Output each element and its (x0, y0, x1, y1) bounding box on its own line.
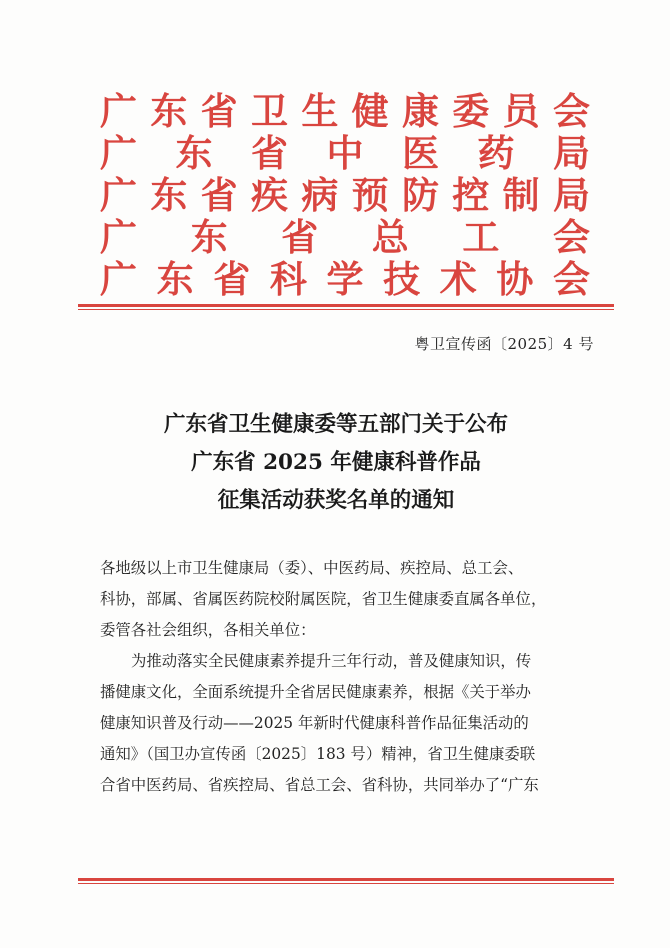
header-divider-thin (78, 309, 614, 310)
org-char: 疾 (250, 173, 288, 217)
org-char: 员 (502, 89, 540, 133)
org-char: 广 (100, 89, 137, 133)
org-line-trade-union (100, 216, 590, 258)
header-divider-thick (78, 304, 614, 307)
document-number: 粤卫宣传函〔2025〕4 号 (414, 335, 594, 353)
footer-divider-thick (78, 878, 614, 881)
org-char: 广 (100, 215, 137, 259)
org-char: 省 (251, 131, 288, 175)
org-char: 技 (383, 257, 421, 301)
org-char: 东 (150, 89, 188, 133)
document-body (100, 553, 600, 801)
title-line-1: 广东省卫生健康委等五部门关于公布 (163, 412, 508, 437)
org-char: 卫 (250, 89, 288, 133)
footer-divider-thin (78, 883, 614, 884)
org-char: 中 (326, 131, 364, 175)
org-char: 预 (351, 173, 389, 217)
title-line-2: 广东省 2025 年健康科普作品 (191, 450, 481, 475)
issuing-organizations (100, 90, 590, 300)
addressee-line: 各地级以上市卫生健康局（委）、中医药局、疾控局、总工会、 (100, 559, 524, 577)
org-char: 委 (452, 89, 490, 133)
org-char: 健 (351, 89, 389, 133)
paragraph-line: 播健康文化，全面系统提升全省居民健康素养，根据《关于举办 (100, 683, 531, 701)
org-char: 省 (200, 173, 238, 217)
document-title (80, 406, 592, 520)
org-char: 广 (100, 257, 137, 301)
org-char: 学 (326, 257, 364, 301)
paragraph-line: 合省中医药局、省疾控局、省总工会、省科协，共同举办了“广东 (100, 776, 539, 794)
org-char: 东 (156, 257, 194, 301)
addressee-line: 委管各社会组织，各相关单位： (100, 621, 316, 639)
paragraph-line: 为推动落实全民健康素养提升三年行动，普及健康知识，传 (131, 652, 532, 670)
org-char: 防 (401, 173, 439, 217)
org-line-science-association (100, 258, 590, 300)
org-char: 东 (150, 173, 188, 217)
paragraph-line: 通知》（国卫办宣传函〔2025〕183 号）精神，省卫生健康委联 (100, 745, 536, 763)
org-char: 科 (269, 257, 307, 301)
org-char: 康 (401, 89, 439, 133)
org-char: 医 (402, 131, 439, 175)
org-char: 制 (502, 173, 540, 217)
org-char: 会 (552, 215, 590, 259)
org-char: 广 (100, 131, 137, 175)
org-char: 局 (552, 173, 590, 217)
org-line-health-commission (100, 90, 590, 132)
org-char: 术 (439, 257, 477, 301)
org-char: 协 (496, 257, 534, 301)
org-char: 生 (301, 89, 339, 133)
org-char: 工 (462, 215, 500, 259)
org-char: 省 (213, 257, 251, 301)
org-char: 广 (100, 173, 137, 217)
org-char: 总 (371, 215, 409, 259)
org-char: 省 (200, 89, 238, 133)
paragraph-line: 健康知识普及行动——2025 年新时代健康科普作品征集活动的 (100, 714, 529, 732)
addressee-line: 科协，部属、省属医药院校附属医院，省卫生健康委直属各单位， (100, 590, 547, 608)
org-line-cdc (100, 174, 590, 216)
org-char: 会 (552, 89, 590, 133)
org-char: 病 (301, 173, 339, 217)
org-char: 局 (553, 131, 590, 175)
org-char: 药 (477, 131, 515, 175)
org-char: 会 (553, 257, 590, 301)
org-char: 控 (452, 173, 490, 217)
org-char: 省 (281, 215, 319, 259)
org-line-tcm-bureau (100, 132, 590, 174)
title-line-3: 征集活动获奖名单的通知 (217, 488, 455, 513)
org-char: 东 (190, 215, 228, 259)
org-char: 东 (175, 131, 213, 175)
